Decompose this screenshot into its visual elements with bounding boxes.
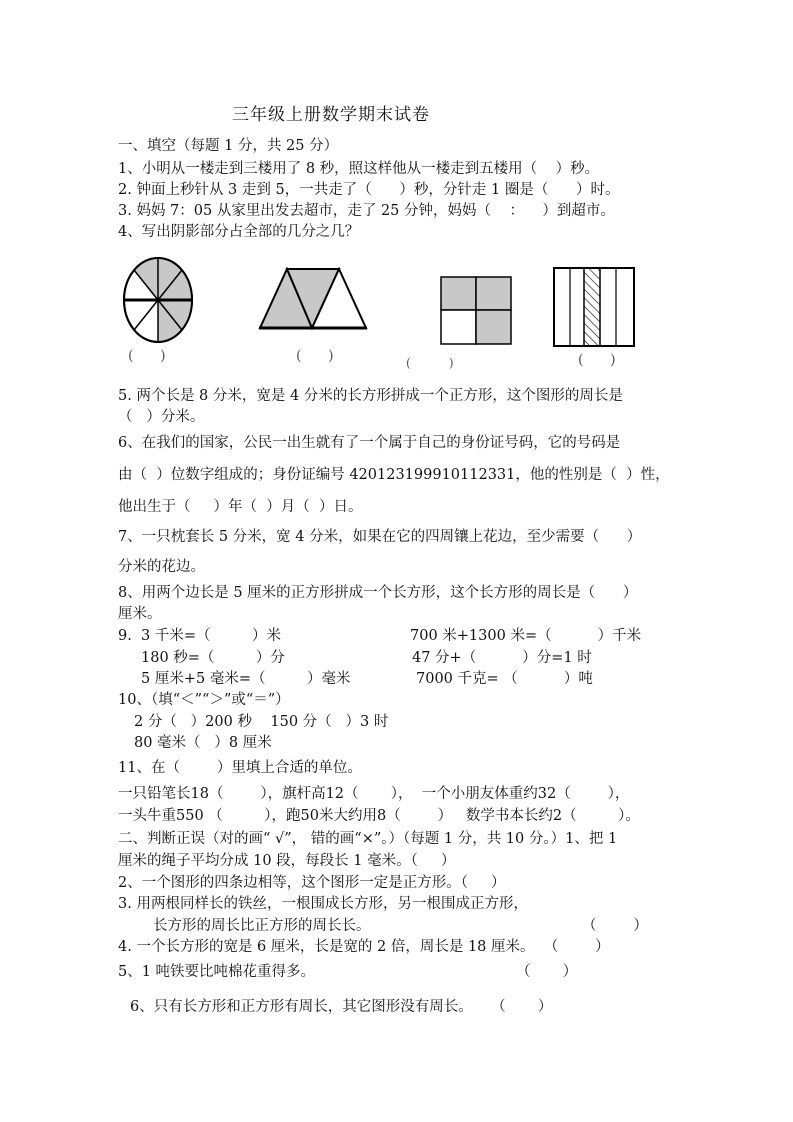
question-2: 2. 钟面上秒针从 3 走到 5，一共走了（ ）秒，分针走 1 圈是（ ）时。	[118, 182, 620, 198]
answer-blank-4[interactable]: ( )	[578, 352, 616, 368]
question-10-row-2: 80 毫米（ ）8 厘米	[134, 735, 272, 751]
judge-3-line-2: 长方形的周长比正方形的周长长。	[153, 918, 371, 934]
question-9-e: 5 厘米+5 毫米=（ ）毫米	[141, 671, 351, 687]
section-1-heading: 一、填空（每题 1 分，共 25 分）	[118, 138, 339, 154]
judge-2: 2、一个图形的四条边相等，这个图形一定是正方形。（ ）	[118, 875, 506, 891]
question-6-line-3: 他出生于（ ）年（ ）月（ ）日。	[118, 499, 363, 515]
judge-3-blank[interactable]: （ ）	[582, 918, 648, 934]
judge-3-line-1: 3. 用两根同样长的铁丝，一根围成长方形，另一根围成正方形，	[118, 896, 528, 912]
question-10-heading: 10、（填“＜”“＞”或“＝”）	[118, 692, 290, 708]
question-8-line-1: 8、用两个边长是 5 厘米的正方形拼成一个长方形，这个长方形的周长是（ ）	[118, 585, 638, 601]
question-9-f: 7000 千克= （ ）吨	[416, 671, 593, 687]
question-6-line-2: 由（ ）位数字组成的；身份证编号 420123199910112331，他的性别是（ ）性，	[118, 467, 670, 483]
question-5-line-1: 5. 两个长是 8 分米，宽是 4 分米的长方形拼成一个正方形，这个图形的周长是	[118, 388, 623, 404]
question-9-c: 180 秒=（ ）分	[141, 650, 285, 666]
hatched-strips-figure	[550, 264, 636, 350]
question-1: 1、小明从一楼走到三楼用了 8 秒，照这样他从一楼走到五楼用（ ）秒。	[118, 161, 600, 177]
judge-6: 6、只有长方形和正方形有周长，其它图形没有周长。 （ ）	[130, 999, 553, 1015]
question-5-line-2: （ ）分米。	[118, 409, 205, 425]
answer-blank-1[interactable]: ( )	[128, 348, 166, 364]
shaded-circle-figure	[120, 254, 196, 346]
question-10-row-1: 2 分（ ）200 秒 150 分（ ）3 时	[134, 714, 389, 730]
question-3: 3. 妈妈 7：05 从家里出发去超市，走了 25 分钟，妈妈（ ： ）到超市。	[118, 203, 615, 219]
shaded-triangles-figure	[255, 266, 385, 332]
shaded-squares-figure	[438, 274, 518, 348]
answer-blank-2[interactable]: ( )	[296, 348, 334, 364]
page-title: 三年级上册数学期末试卷	[232, 105, 430, 125]
question-11-heading: 11、在（ ）里填上合适的单位。	[118, 760, 362, 776]
question-11-row-2: 一头牛重550 （ ），跑50米大约用8（ ） 数学书本长约2（ ）。	[118, 808, 640, 824]
question-9-d: 47 分+（ ）分=1 时	[412, 650, 592, 666]
question-6-line-1: 6、在我们的国家，公民一出生就有了一个属于自己的身份证号码，它的号码是	[118, 435, 621, 451]
section-2-heading: 二、判断正误（对的画“ √”， 错的画“×”。）（每题 1 分，共 10 分。）1、把 1	[118, 831, 618, 847]
question-8-line-2: 厘米。	[118, 606, 162, 622]
question-4: 4、写出阴影部分占全部的几分之几？	[118, 224, 360, 240]
question-7-line-1: 7、一只枕套长 5 分米，宽 4 分米，如果在它的四周镶上花边，至少需要（ ）	[118, 529, 642, 545]
question-11-row-1: 一只铅笔长18（ ），旗杆高12（ ）， 一个小朋友体重约32（ ），	[118, 786, 630, 802]
judge-5: 5、1 吨铁要比吨棉花重得多。	[118, 964, 316, 980]
question-9-a: 9. 3 千米=（ ）米	[118, 628, 282, 644]
question-7-line-2: 分米的花边。	[118, 559, 205, 575]
answer-blank-3[interactable]: ( )	[406, 356, 454, 370]
judge-4: 4. 一个长方形的宽是 6 厘米，长是宽的 2 倍，周长是 18 厘米。 （ ）	[118, 939, 610, 955]
judge-1: 厘米的绳子平均分成 10 段，每段长 1 毫米。（ ）	[118, 853, 456, 869]
judge-5-blank[interactable]: （ ）	[516, 964, 578, 980]
question-9-b: 700 米+1300 米=（ ）千米	[410, 628, 642, 644]
